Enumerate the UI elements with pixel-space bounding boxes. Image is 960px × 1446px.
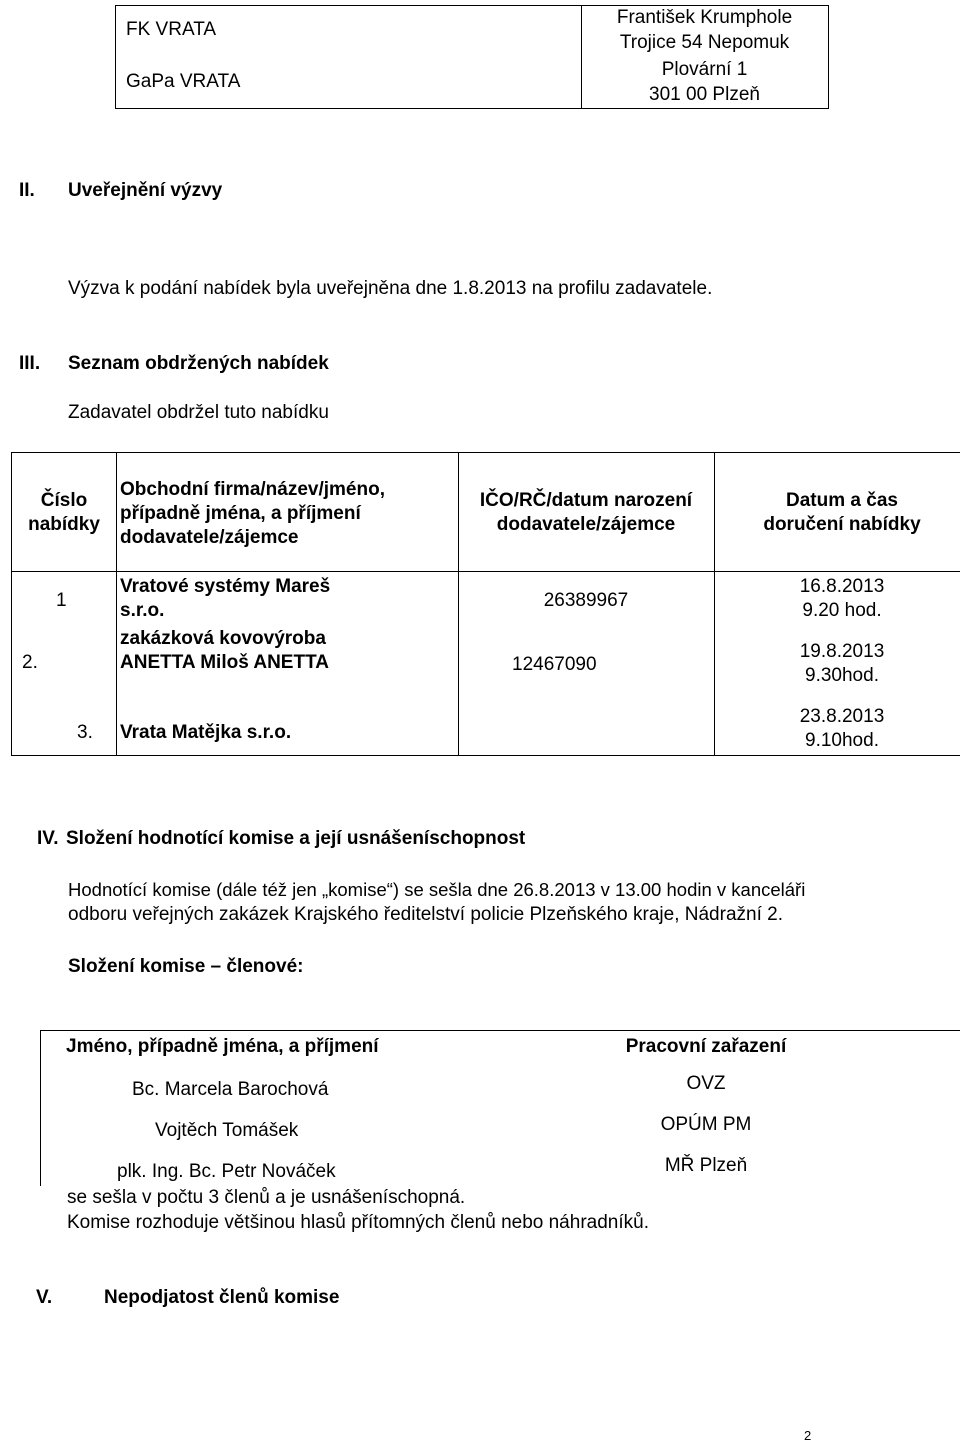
- address-line-2: Trojice 54 Nepomuk: [619, 32, 790, 53]
- offer-2-id: 12467090: [512, 654, 597, 675]
- member-1-role: OVZ: [686, 1073, 726, 1094]
- closing-line-2: Komise rozhoduje většinou hlasů přítomných členů nebo náhradníků.: [67, 1212, 649, 1233]
- offer-1-name: Vratové systémy Mareš s.r.o.: [120, 576, 331, 621]
- section-4-text-line-1: Hodnotící komise (dále též jen „komise“) se sešla dne 26.8.2013 v 13.00 hodin v kanceláři: [68, 879, 806, 900]
- offers-header-date: Datum a čas doručení nabídky: [763, 490, 921, 535]
- offer-2-datetime: 19.8.2013 9.30hod.: [799, 641, 885, 686]
- member-2-role: OPÚM PM: [660, 1114, 752, 1135]
- address-line-1: František Krumphole: [616, 7, 793, 28]
- offers-table: [11, 452, 960, 756]
- members-header-name: Jméno, případně jména, a příjmení: [66, 1036, 379, 1057]
- page-number: 2: [804, 1428, 812, 1443]
- section-5-number: V.: [36, 1287, 53, 1308]
- members-table: [40, 1030, 960, 1186]
- member-3-role: MŘ Plzeň: [664, 1155, 748, 1176]
- offer-3-number: 3.: [77, 722, 93, 743]
- closing-line-1: se sešla v počtu 3 členů a je usnášeníschopná.: [67, 1187, 466, 1208]
- offer-1-id: 26389967: [543, 590, 629, 611]
- offers-col-divider-1: [116, 453, 117, 755]
- offer-1-datetime: 16.8.2013 9.20 hod.: [799, 576, 885, 621]
- section-5-title: Nepodjatost členů komise: [104, 1287, 340, 1308]
- section-4-text-line-2: odboru veřejných zakázek Krajského ředitelství policie Plzeňského kraje, Nádražní 2.: [68, 904, 783, 925]
- offers-header-id: IČO/RČ/datum narození dodavatele/zájemce: [479, 490, 693, 535]
- member-2-name: Vojtěch Tomášek: [155, 1120, 299, 1141]
- section-2-text: Výzva k podání nabídek byla uveřejněna dne 1.8.2013 na profilu zadavatele.: [68, 278, 713, 299]
- offers-header-company: Obchodní firma/název/jméno, případně jména, a příjmení dodavatele/zájemce: [120, 479, 385, 548]
- address-line-4: 301 00 Plzeň: [649, 84, 760, 105]
- offer-2-number: 2.: [22, 652, 38, 673]
- member-3-name: plk. Ing. Bc. Petr Nováček: [117, 1161, 336, 1182]
- offer-2-name: zakázková kovovýroba ANETTA Miloš ANETTA: [120, 628, 329, 673]
- section-3-title: Seznam obdržených nabídek: [68, 353, 329, 374]
- section-4-number: IV.: [37, 828, 59, 849]
- offers-header-number: Číslo nabídky: [28, 490, 100, 535]
- offer-1-number: 1: [56, 590, 67, 611]
- offers-header-divider: [12, 571, 960, 572]
- offer-3-datetime: 23.8.2013 9.10hod.: [799, 706, 885, 751]
- section-3-number: III.: [19, 353, 41, 374]
- section-4-title: Složení hodnotící komise a její usnášeníschopnost: [66, 828, 526, 849]
- section-2-number: II.: [19, 180, 35, 201]
- offer-3-name: Vrata Matějka s.r.o.: [120, 722, 292, 743]
- committee-subtitle: Složení komise – členové:: [68, 956, 304, 977]
- members-header-role: Pracovní zařazení: [625, 1036, 787, 1057]
- company-name-2: GaPa VRATA: [126, 71, 241, 92]
- member-1-name: Bc. Marcela Barochová: [132, 1079, 329, 1100]
- section-3-text: Zadavatel obdržel tuto nabídku: [68, 402, 329, 423]
- header-box: [115, 5, 829, 109]
- address-line-3: Plovární 1: [661, 59, 748, 80]
- company-name-1: FK VRATA: [126, 19, 217, 40]
- section-2-title: Uveřejnění výzvy: [68, 180, 223, 201]
